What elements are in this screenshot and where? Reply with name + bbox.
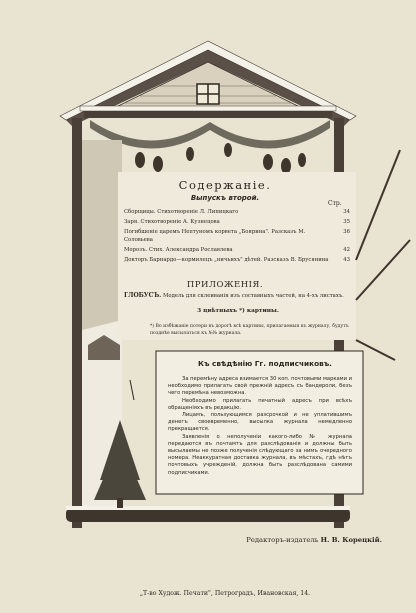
notice-paragraph: За перемѣну адреса взимается 30 коп. почтовыми марками и необходимо прилагать свой прежній адресъ съ бандероли, безъ чего перемѣна невозможна.: [168, 376, 352, 397]
editor-line: [212, 536, 382, 544]
toc-entry[interactable]: [124, 228, 350, 244]
appendix-title: ПРИЛОЖЕНІЯ.: [186, 280, 264, 290]
toc-entry-title: Заря. Стихотвореніе А. Кузнецова: [124, 219, 220, 225]
editor-label: Редакторъ-издатель: [246, 536, 319, 544]
notice-paragraph: Заявленія о неполученіи какого-либо № журнала передаются въ почтамтъ для разслѣдованія и должны быть высылаемы не позже полученія слѣдующаго за нимъ очередного номера. Неаккуратная доставка журнала, въ мѣстахъ, гдѣ нѣтъ почтовыхъ учрежденій, должна быть разслѣдована самими подписчиками.: [168, 433, 352, 476]
toc-entry-page: 43: [343, 257, 350, 263]
issue-label: Выпускъ второй.: [190, 194, 260, 202]
toc-entry-page: 42: [343, 247, 350, 253]
toc-entry-title: Сборщицы. Стихотвореніе Л. Липицкаго: [124, 209, 239, 215]
toc-entry-title: Морозъ. Стих. Александра Рославлева: [124, 247, 233, 253]
toc-entry[interactable]: [124, 208, 350, 216]
toc-entry-page: 35: [343, 219, 350, 225]
toc-entry-title: Докторъ Барнардо—кормилецъ „ничьихъ" дѣтей. Разсказъ В. Брусянина: [124, 257, 329, 263]
tree-branches: [356, 150, 410, 360]
garland: [90, 120, 330, 149]
toc-entry[interactable]: [124, 246, 350, 254]
globe-text: Модель для склеиванія изъ составныхъ частей, на 4-хъ листахъ.: [162, 293, 344, 299]
printer-imprint: „Т-во Худож. Печати", Петроградъ, Ивановская, 14.: [139, 590, 311, 597]
page-column-header: Стр.: [328, 200, 342, 207]
toc-entry-page: 36: [343, 229, 350, 235]
notice-paragraph: Лицамъ, пользующимся разсрочкой и не уплатившимъ денегъ своевременно, высылка журнала немедленно прекращается.: [168, 412, 352, 433]
editor-name: Н. В. Корецкій.: [320, 536, 382, 544]
appendix-footnote: *) Во избѣжаніе потери въ дорогѣ всѣ картины, прилагаемыя къ журналу, будутъ позднѣе высылаться къ №№ журнала.: [150, 324, 349, 336]
toc-entry[interactable]: [124, 256, 350, 264]
appendix-globe: [124, 292, 350, 300]
bottom-log: [66, 508, 350, 522]
left-post: [72, 118, 82, 528]
globe-label: ГЛОБУСЪ.: [124, 292, 162, 299]
toc-entry[interactable]: [124, 218, 350, 226]
notice-body: [168, 376, 352, 477]
toc-entry-page: 34: [343, 209, 350, 215]
appendix-pictures: 3 цвѣтныхъ *) картины.: [197, 308, 279, 314]
toc-title: Содержаніе.: [178, 178, 272, 192]
notice-paragraph: Необходимо прилагать печатный адресъ при всѣхъ обращеніяхъ въ редакцію.: [168, 397, 352, 411]
notice-title: Къ свѣдѣнію Гг. подписчиковъ.: [198, 359, 332, 368]
toc-entry-title: Погибшеніе царемъ Нептуномъ корвета „Боярина". Разсказъ М. Соловьева: [124, 229, 306, 243]
